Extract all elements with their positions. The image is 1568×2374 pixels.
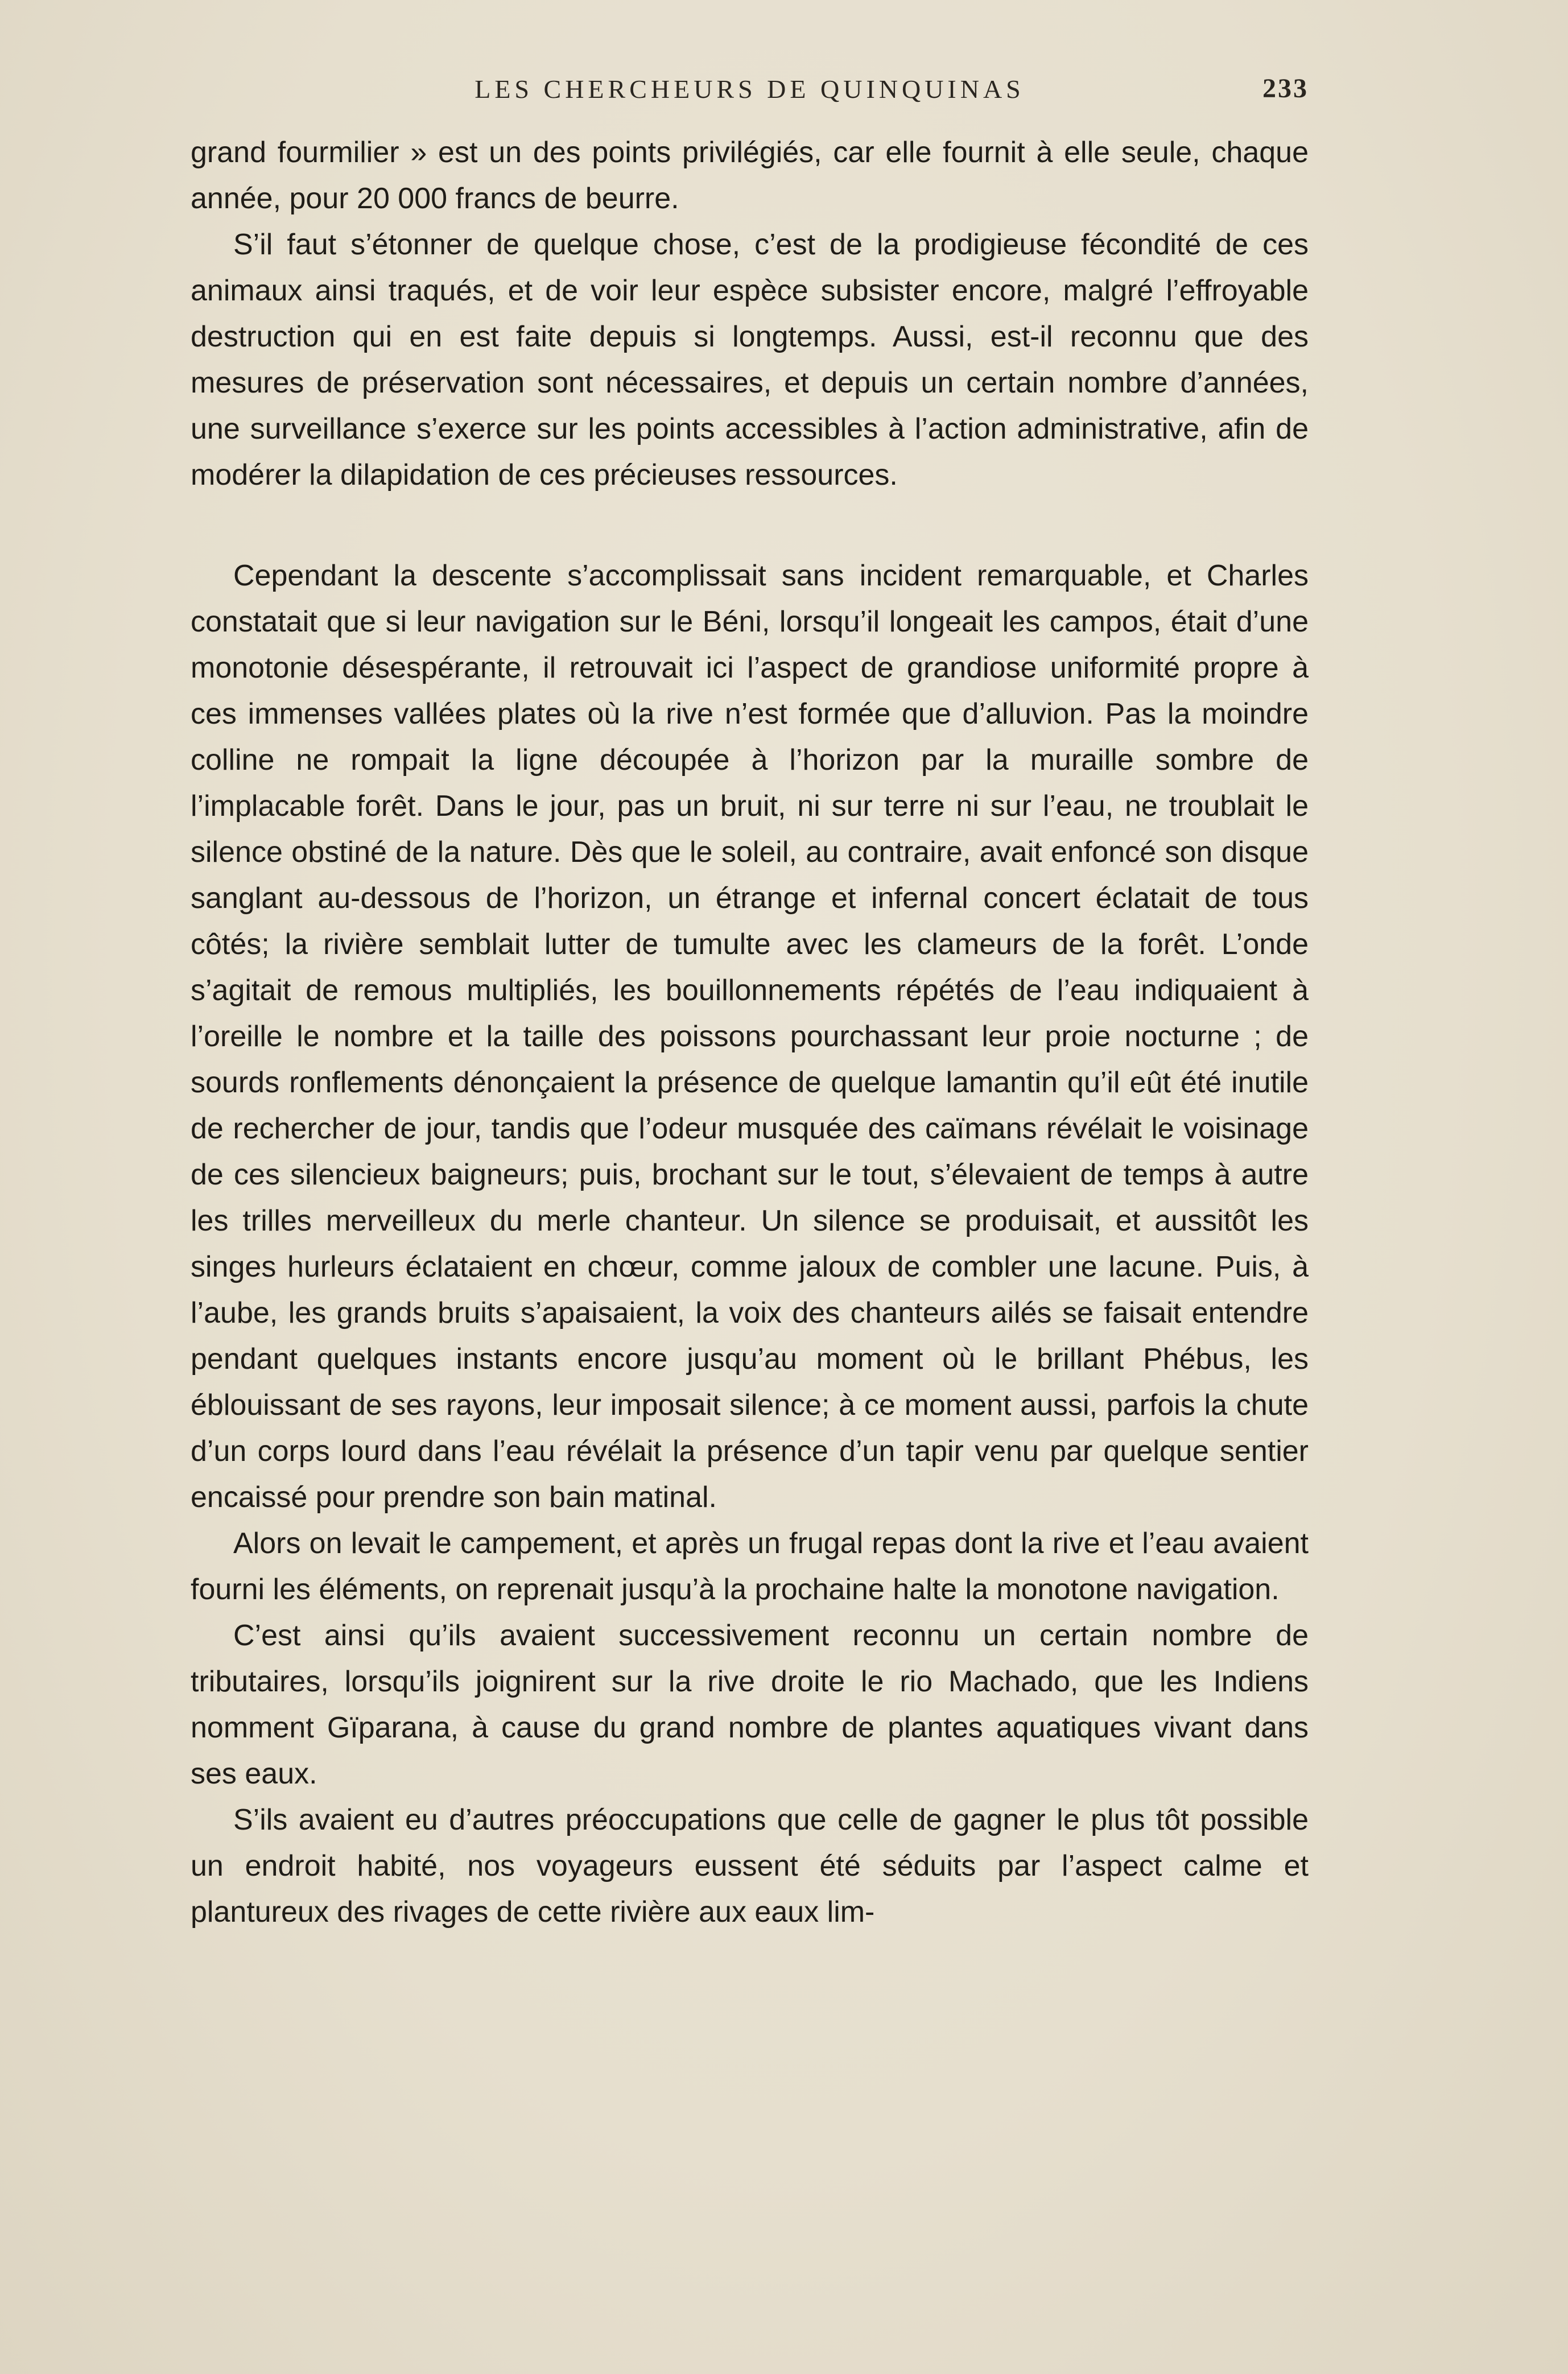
running-head: LES CHERCHEURS DE QUINQUINAS [474,75,1025,104]
paragraph-continuation: grand fourmilier » est un des points privilégiés, car elle fournit à elle seule, chaque année, pour 20 000 francs de beurre. [191,136,1309,215]
page-header [191,69,1309,115]
page-number: 233 [1262,73,1309,104]
paragraph: S’il faut s’étonner de quelque chose, c’est de la prodigieuse fécondité de ces animaux ainsi traqués, et de voir leur espèce subsister encore, malgré l’effroyable destruction qui en est faite depuis si longtemps. Aussi, est-il reconnu que des mesures de préservation sont nécessaires, et depuis un certain nombre d’années, une surveillance s’exerce sur les points accessibles à l’action administrative, afin de modérer la dilapidation de ces précieuses ressources. [191,228,1309,492]
paragraph: Alors on levait le campement, et après un frugal repas dont la rive et l’eau avaient fourni les éléments, on reprenait jusqu’à la prochaine halte la monotone navigation. [191,1527,1309,1606]
paragraph: Cependant la descente s’accomplissait sans incident remarquable, et Charles constatait que si leur navigation sur le Béni, lorsqu’il longeait les campos, était d’une monotonie désespérante, il retrouvait ici l’aspect de grandiose uniformité propre à ces immenses vallées plates où la rive n’est formée que d’alluvion. Pas la moindre colline ne rompait la ligne découpée à l’horizon par la muraille sombre de l’implacable forêt. Dans le jour, pas un bruit, ni sur terre ni sur l’eau, ne troublait le silence obstiné de la nature. Dès que le soleil, au contraire, avait enfoncé son disque sanglant au-dessous de l’horizon, un étrange et infernal concert éclatait de tous côtés; la rivière semblait lutter de tumulte avec les clameurs de la forêt. L’onde s’agitait de remous multipliés, les bouillonnements répétés de l’eau indiquaient à l’oreille le nombre et la taille des poissons pourchassant leur proie nocturne ; de sourds ronflements dénonçaient la présence de quelque lamantin qu’il eût été inutile de rechercher de jour, tandis que l’odeur musquée des caïmans révélait le voisinage de ces silencieux baigneurs; puis, brochant sur le tout, s’élevaient de temps à autre les trilles merveilleux du merle chanteur. Un silence se produisait, et aussitôt les singes hurleurs éclataient en chœur, comme jaloux de combler une lacune. Puis, à l’aube, les grands bruits s’apaisaient, la voix des chanteurs ailés se faisait entendre pendant quelques instants encore jusqu’au moment où le brillant Phébus, les éblouissant de ses rayons, leur imposait silence; à ce moment aussi, parfois la chute d’un corps lourd dans l’eau révélait la présence d’un tapir venu par quelque sentier encaissé pour prendre son bain matinal. [191,559,1309,1514]
body-text [191,130,1309,1935]
paragraph: C’est ainsi qu’ils avaient successivement reconnu un certain nombre de tributaires, lorsqu’ils joignirent sur la rive droite le rio Machado, que les Indiens nomment Gïparana, à cause du grand nombre de plantes aquatiques vivant dans ses eaux. [191,1619,1309,1790]
paragraph: S’ils avaient eu d’autres préoccupations que celle de gagner le plus tôt possible un endroit habité, nos voyageurs eussent été séduits par l’aspect calme et plantureux des rivages de cette rivière aux eaux lim- [191,1803,1309,1929]
